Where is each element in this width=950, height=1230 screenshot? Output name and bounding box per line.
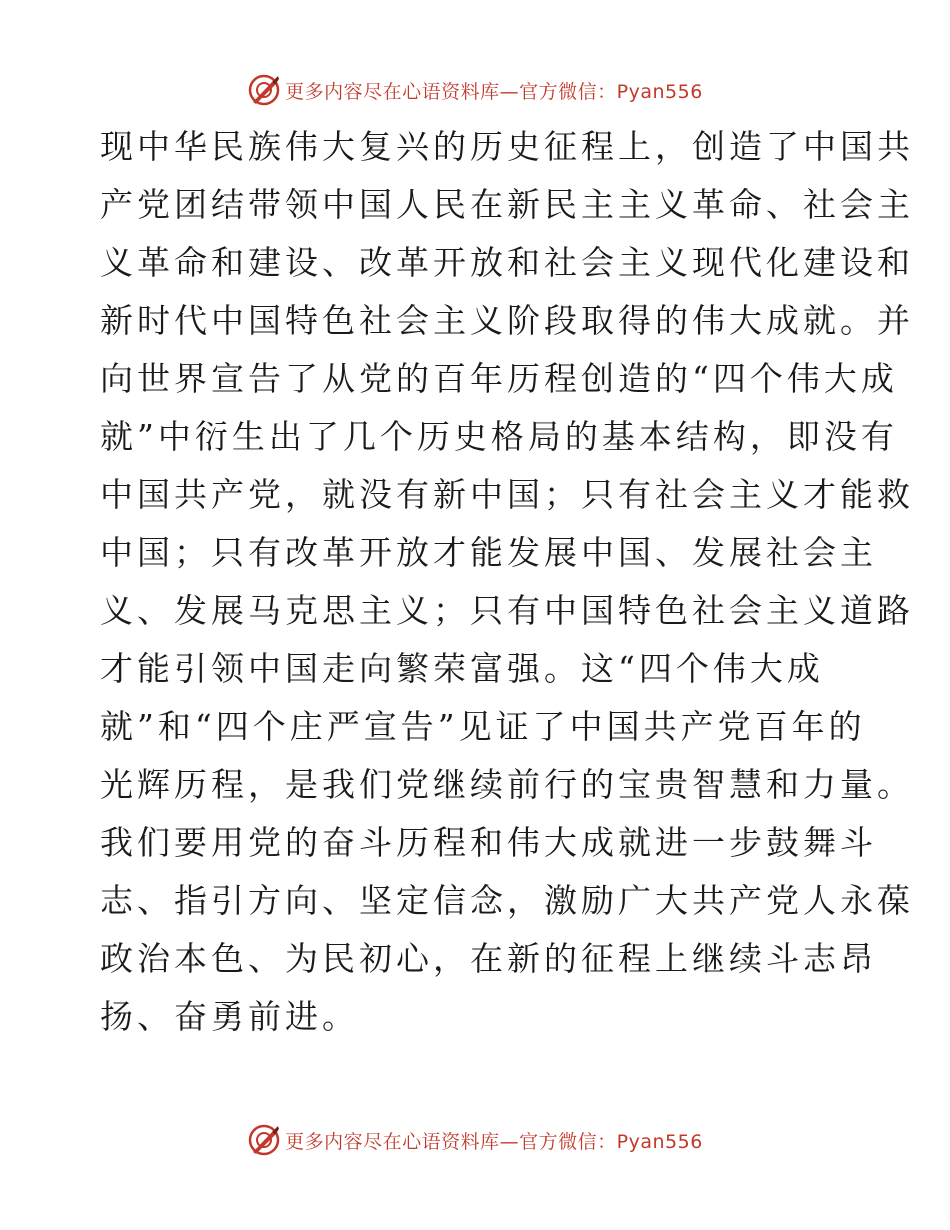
body-line: 就”中衍生出了几个历史格局的基本结构，即没有 bbox=[100, 417, 898, 456]
quill-pen-logo-icon bbox=[247, 1123, 281, 1157]
body-line: 向世界宣告了从党的百年历程创造的“四个伟大成 bbox=[100, 359, 898, 398]
header-banner bbox=[0, 70, 950, 110]
body-line: 中国；只有改革开放才能发展中国、发展社会主 bbox=[100, 533, 877, 572]
body-line: 中国共产党，就没有新中国；只有社会主义才能救 bbox=[100, 475, 914, 514]
document-body bbox=[100, 118, 914, 1046]
body-line: 现中华民族伟大复兴的历史征程上，创造了中国共 bbox=[100, 127, 914, 166]
header-banner-text: 更多内容尽在心语资料库—官方微信：Pyan556 bbox=[285, 80, 703, 103]
quill-pen-logo-icon bbox=[247, 73, 281, 107]
body-line: 政治本色、为民初心，在新的征程上继续斗志昂 bbox=[100, 939, 877, 978]
body-line: 才能引领中国走向繁荣富强。这“四个伟大成 bbox=[100, 649, 824, 688]
footer-banner-text: 更多内容尽在心语资料库—官方微信：Pyan556 bbox=[285, 1130, 703, 1153]
body-line: 就”和“四个庄严宣告”见证了中国共产党百年的 bbox=[100, 707, 866, 746]
body-line: 义、发展马克思主义；只有中国特色社会主义道路 bbox=[100, 591, 914, 630]
body-line: 新时代中国特色社会主义阶段取得的伟大成就。并 bbox=[100, 301, 914, 340]
body-line: 我们要用党的奋斗历程和伟大成就进一步鼓舞斗 bbox=[100, 823, 877, 862]
body-line: 扬、奋勇前进。 bbox=[100, 997, 359, 1036]
body-line: 产党团结带领中国人民在新民主主义革命、社会主 bbox=[100, 185, 914, 224]
footer-banner bbox=[0, 1120, 950, 1160]
body-line: 志、指引方向、坚定信念，激励广大共产党人永葆 bbox=[100, 881, 914, 920]
body-line: 光辉历程，是我们党继续前行的宝贵智慧和力量。 bbox=[100, 765, 914, 804]
body-line: 义革命和建设、改革开放和社会主义现代化建设和 bbox=[100, 243, 914, 282]
